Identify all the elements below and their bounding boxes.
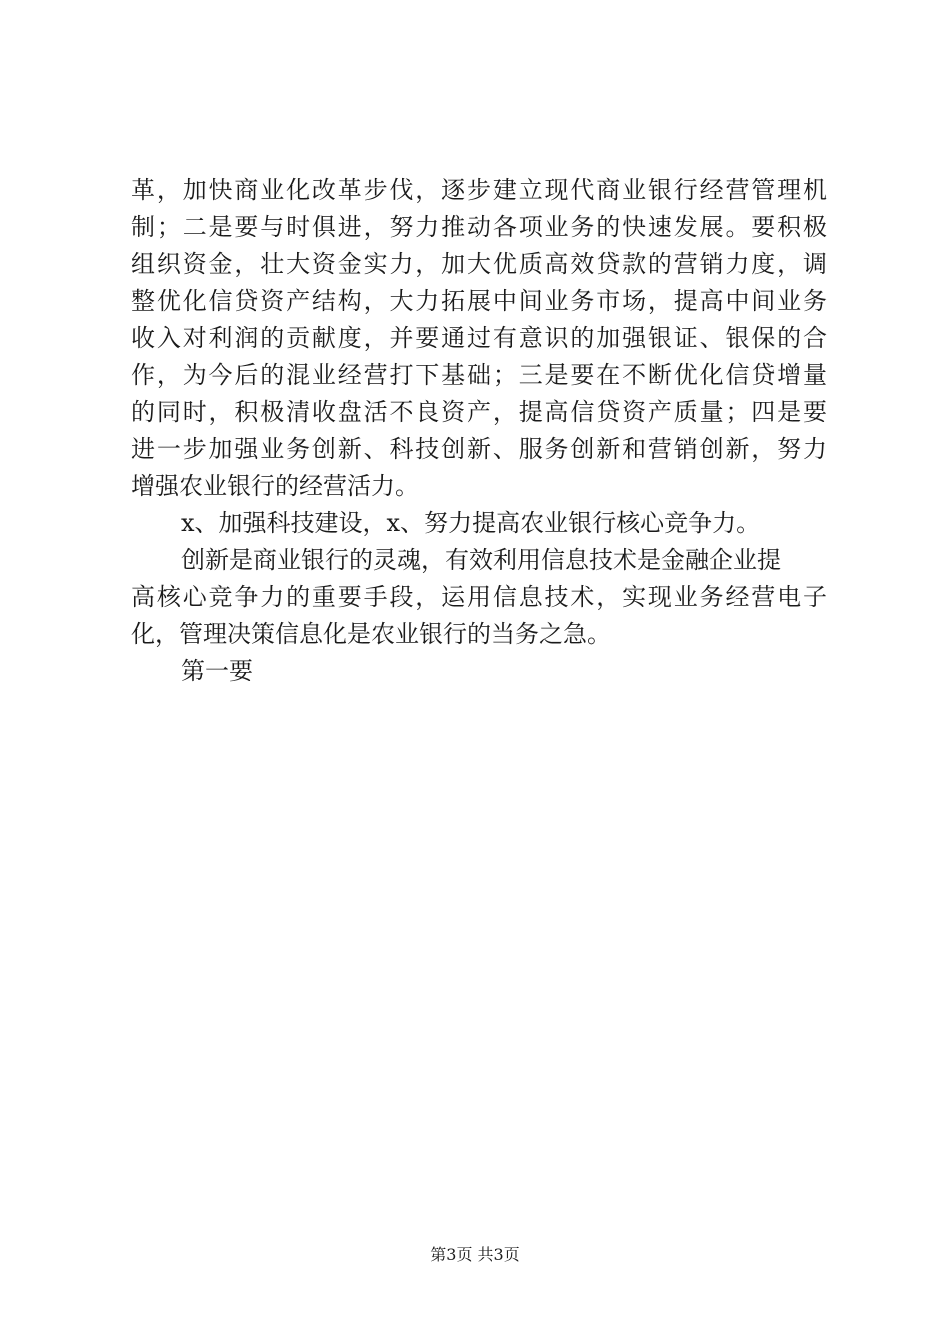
text-line: 进一步加强业务创新、科技创新、服务创新和营销创新，努力 bbox=[131, 435, 827, 463]
text-line: 第一要 bbox=[181, 657, 253, 685]
text-line: 的同时，积极清收盘活不良资产，提高信贷资产质量；四是要 bbox=[131, 398, 827, 426]
text-line: 增强农业银行的经营活力。 bbox=[131, 472, 419, 500]
text-line: 革，加快商业化改革步伐，逐步建立现代商业银行经营管理机 bbox=[131, 176, 827, 204]
body-text bbox=[131, 172, 827, 690]
text-line: 制；二是要与时俱进，努力推动各项业务的快速发展。要积极 bbox=[131, 213, 827, 241]
text-line: 创新是商业银行的灵魂，有效利用信息技术是金融企业提 bbox=[181, 546, 781, 574]
text-line: 组织资金，壮大资金实力，加大优质高效贷款的营销力度，调 bbox=[131, 250, 827, 278]
text-line: 作，为今后的混业经营打下基础；三是要在不断优化信贷增量 bbox=[131, 361, 827, 389]
text-line: 整优化信贷资产结构，大力拓展中间业务市场，提高中间业务 bbox=[131, 287, 827, 315]
text-line: 化，管理决策信息化是农业银行的当务之急。 bbox=[131, 620, 611, 648]
page-footer: 第3页 共3页 bbox=[430, 1245, 520, 1264]
text-line: 收入对利润的贡献度，并要通过有意识的加强银证、银保的合 bbox=[131, 324, 827, 352]
text-line: 高核心竞争力的重要手段，运用信息技术，实现业务经营电子 bbox=[131, 583, 827, 611]
section-heading: x、加强科技建设，x、努力提高农业银行核心竞争力。 bbox=[181, 509, 761, 537]
